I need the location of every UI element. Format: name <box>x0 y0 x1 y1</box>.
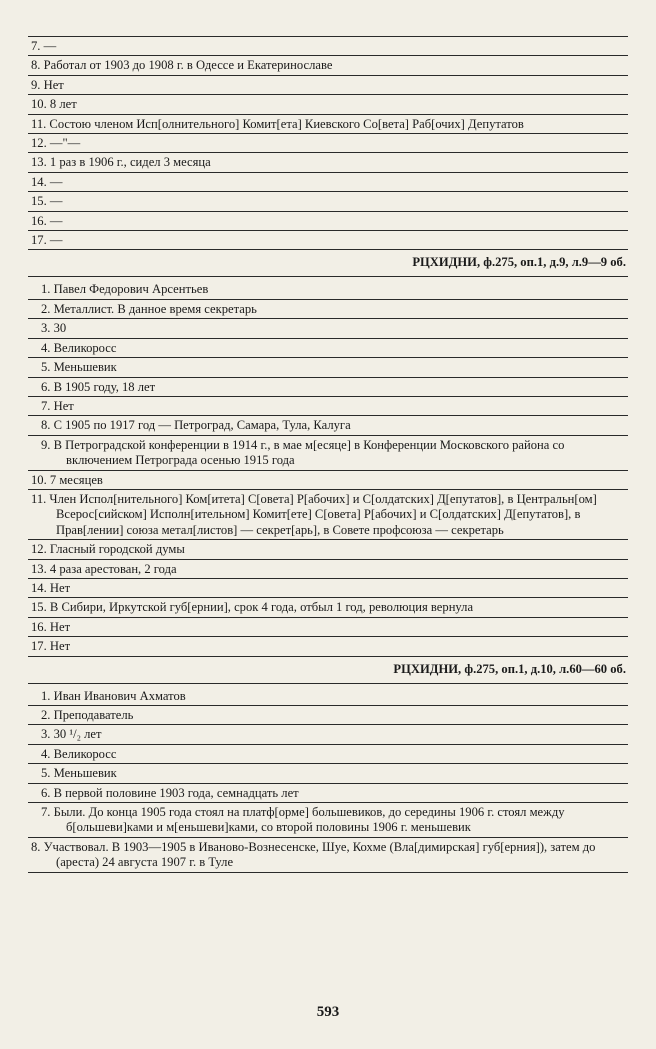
list-item: 11. Состою членом Исп[олнительного] Комит[ета] Киевского Со[вета] Раб[очих] Депутатов <box>28 115 628 134</box>
list-item: 8. Участвовал. В 1903—1905 в Иваново-Вознесенске, Шуе, Кохме (Вла[димирская] губ[ерния]), затем до (ареста) 24 августа 1907 г. в Туле <box>28 838 628 873</box>
list-item: 7. — <box>28 36 628 56</box>
list-item: 14. — <box>28 173 628 192</box>
list-item: 16. Нет <box>28 618 628 637</box>
list-item: 12. Гласный городской думы <box>28 540 628 559</box>
list-item: 16. — <box>28 212 628 231</box>
list-item: 1. Иван Иванович Ахматов <box>28 687 628 706</box>
archive-source-reference: РЦХИДНИ, ф.275, оп.1, д.9, л.9—9 об. <box>28 250 628 277</box>
list-item: 8. С 1905 по 1917 год — Петроград, Самара, Тула, Калуга <box>28 416 628 435</box>
list-item: 15. — <box>28 192 628 211</box>
block-3 <box>28 687 628 873</box>
block-1 <box>28 36 628 250</box>
list-item: 17. — <box>28 231 628 250</box>
list-item: 10. 8 лет <box>28 95 628 114</box>
list-item: 9. В Петроградской конференции в 1914 г., в мае м[есяце] в Конференции Московского района со включением Петрограда осенью 1915 года <box>28 436 628 471</box>
list-item: 4. Великоросс <box>28 745 628 764</box>
list-item: 2. Преподаватель <box>28 706 628 725</box>
list-item: 13. 1 раз в 1906 г., сидел 3 месяца <box>28 153 628 172</box>
list-item: 15. В Сибири, Иркутской губ[ернии], срок 4 года, отбыл 1 год, революция вернула <box>28 598 628 617</box>
document-page <box>28 36 628 873</box>
list-item: 8. Работал от 1903 до 1908 г. в Одессе и Екатеринославе <box>28 56 628 75</box>
list-item: 17. Нет <box>28 637 628 656</box>
list-item: 6. В 1905 году, 18 лет <box>28 378 628 397</box>
list-item: 12. —"— <box>28 134 628 153</box>
block-2 <box>28 280 628 656</box>
page-number: 593 <box>316 1004 340 1020</box>
list-item: 7. Были. До конца 1905 года стоял на платф[орме] большевиков, до середины 1906 г. стоял между б[ольшеви]ками и м[еньшеви]ками, со второй половины 1906 г. меньшевик <box>28 803 628 838</box>
list-item: 10. 7 месяцев <box>28 471 628 490</box>
list-item: 2. Металлист. В данное время секретарь <box>28 300 628 319</box>
list-item: 5. Меньшевик <box>28 764 628 783</box>
list-item: 5. Меньшевик <box>28 358 628 377</box>
list-item: 14. Нет <box>28 579 628 598</box>
list-item: 11. Член Испол[нительного] Ком[итета] С[овета] Р[абочих] и С[олдатских] Д[епутатов], в Центральн[ом] Всерос[сийском] Исполн[ительном] Комит[ете] С[овета] Р[абочих] и С[олдатских] Д[епутатов], в Прав[лении] союза метал[листов] — секрет[арь], в Совете профсоюза — секретарь <box>28 490 628 540</box>
list-item: 6. В первой половине 1903 года, семнадцать лет <box>28 784 628 803</box>
list-item: 9. Нет <box>28 76 628 95</box>
list-item: 7. Нет <box>28 397 628 416</box>
archive-source-reference: РЦХИДНИ, ф.275, оп.1, д.10, л.60—60 об. <box>28 657 628 684</box>
list-item: 4. Великоросс <box>28 339 628 358</box>
list-item: 1. Павел Федорович Арсентьев <box>28 280 628 299</box>
list-item: 13. 4 раза арестован, 2 года <box>28 560 628 579</box>
list-item: 3. 30 ¹/₂ лет <box>28 725 628 744</box>
list-item: 3. 30 <box>28 319 628 338</box>
